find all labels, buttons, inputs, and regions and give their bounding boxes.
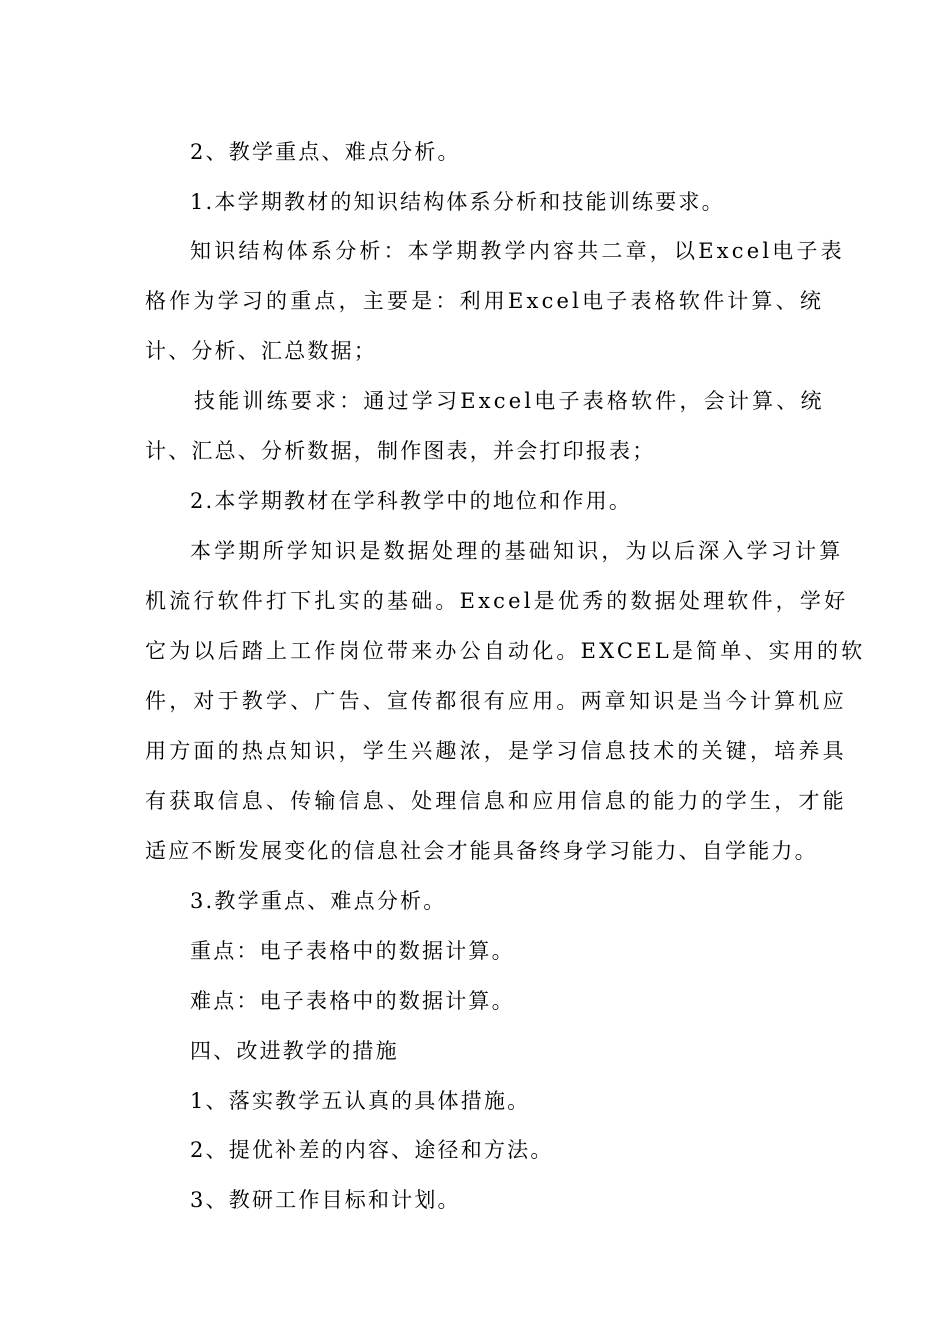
paragraph-line: 件，对于教学、广告、宣传都很有应用。两章知识是当今计算机应 bbox=[145, 689, 847, 713]
heading-teaching-focus: 2、教学重点、难点分析。 bbox=[190, 140, 461, 164]
difficulty-line: 难点：电子表格中的数据计算。 bbox=[190, 989, 515, 1013]
paragraph-line: 计、分析、汇总数据； bbox=[145, 339, 377, 363]
paragraph-line: 有获取信息、传输信息、处理信息和应用信息的能力的学生，才能 bbox=[145, 789, 847, 813]
paragraph-line: 机流行软件打下扎实的基础。Excel是优秀的数据处理软件，学好 bbox=[145, 589, 849, 613]
section-heading-improvement: 四、改进教学的措施 bbox=[190, 1039, 399, 1063]
list-item: 2、提优补差的内容、途径和方法。 bbox=[190, 1138, 554, 1162]
paragraph-line: 知识结构体系分析：本学期教学内容共二章，以Excel电子表 bbox=[190, 239, 845, 263]
paragraph-line: 格作为学习的重点，主要是：利用Excel电子表格软件计算、统 bbox=[145, 289, 825, 313]
item-focus-analysis: 3.教学重点、难点分析。 bbox=[190, 889, 447, 913]
paragraph-line: 用方面的热点知识，学生兴趣浓，是学习信息技术的关键，培养具 bbox=[145, 739, 847, 763]
item-knowledge-structure: 1.本学期教材的知识结构体系分析和技能训练要求。 bbox=[190, 190, 725, 214]
paragraph-line: 适应不断发展变化的信息社会才能具备终身学习能力、自学能力。 bbox=[145, 839, 818, 863]
list-item: 1、落实教学五认真的具体措施。 bbox=[190, 1089, 531, 1113]
paragraph-line: 技能训练要求：通过学习Excel电子表格软件，会计算、统 bbox=[194, 389, 825, 413]
item-subject-role: 2.本学期教材在学科教学中的地位和作用。 bbox=[190, 489, 633, 513]
focus-line: 重点：电子表格中的数据计算。 bbox=[190, 939, 515, 963]
paragraph-line: 本学期所学知识是数据处理的基础知识，为以后深入学习计算 bbox=[190, 539, 844, 563]
paragraph-line: 计、汇总、分析数据，制作图表，并会打印报表； bbox=[145, 439, 656, 463]
paragraph-line: 它为以后踏上工作岗位带来办公自动化。EXCEL是简单、实用的软 bbox=[145, 639, 866, 663]
list-item: 3、教研工作目标和计划。 bbox=[190, 1188, 461, 1212]
